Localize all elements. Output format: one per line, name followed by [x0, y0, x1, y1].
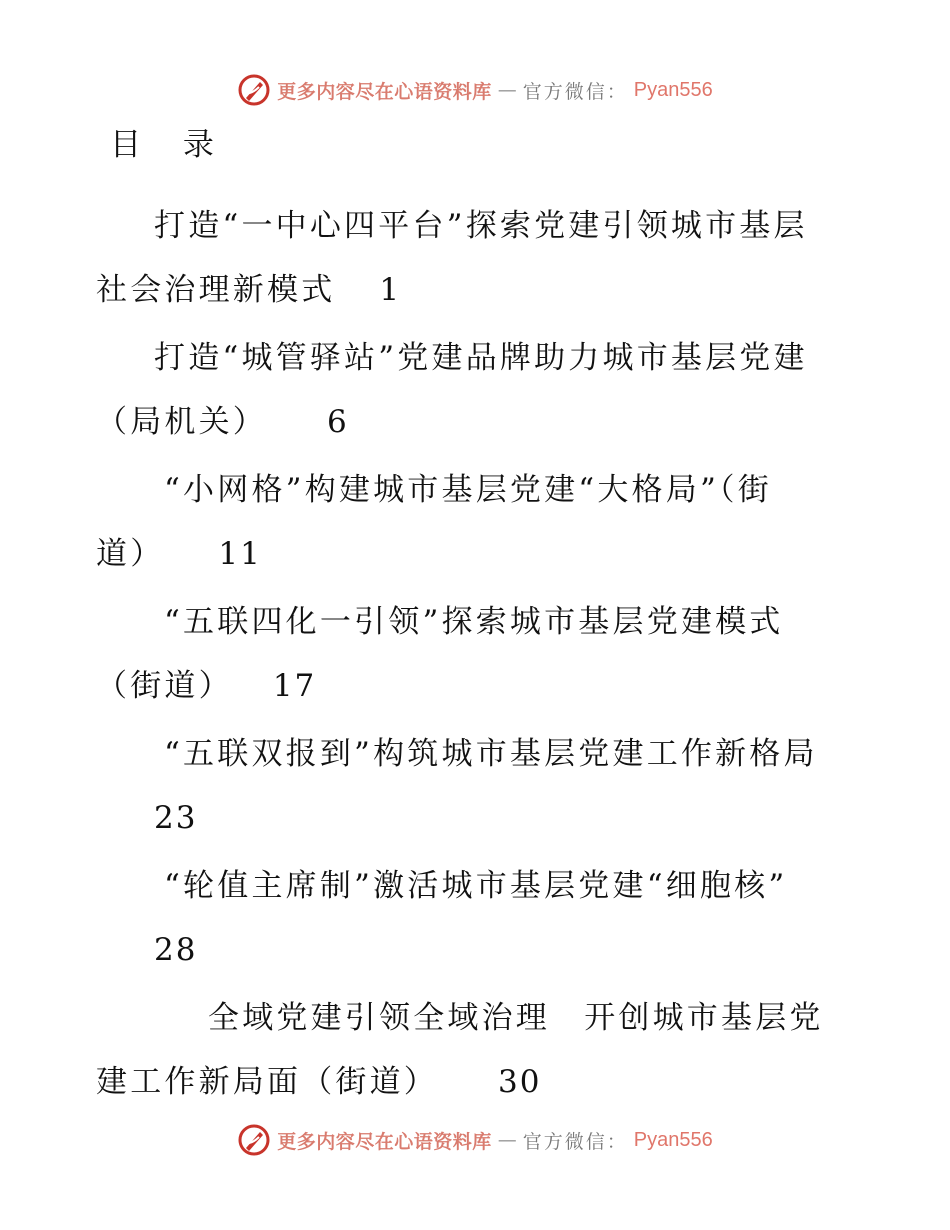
- toc-entry-line: [96, 786, 838, 850]
- toc-entry-line: “五联双报到”构筑城市基层党建工作新格局: [164, 736, 818, 772]
- watermark-brand: 更多内容尽在心语资料库: [277, 1130, 492, 1153]
- watermark-official-label: 官方微信：: [522, 80, 628, 103]
- toc-page-number: 28: [154, 932, 198, 968]
- toc-title: 目 录: [110, 127, 230, 163]
- toc-entry-1[interactable]: [96, 194, 838, 322]
- pen-logo-icon: [237, 1123, 271, 1157]
- watermark-header: [0, 72, 950, 108]
- watermark-dash: —: [497, 79, 517, 101]
- toc-entry-4[interactable]: [96, 590, 838, 718]
- toc-entry-line: 打造“城管驿站”党建品牌助力城市基层党建: [154, 340, 808, 376]
- toc-entry-line-text: 建工作新局面（街道）: [96, 1064, 438, 1100]
- toc-entry-line-text: 道）: [96, 536, 165, 572]
- toc-page-number: 1: [379, 272, 402, 308]
- toc-page-number: 30: [498, 1064, 542, 1100]
- watermark-brand: 更多内容尽在心语资料库: [277, 80, 492, 103]
- toc-entry-6[interactable]: [96, 854, 838, 982]
- watermark-wechat-id: Pyan556: [633, 78, 713, 101]
- toc-entry-7[interactable]: [96, 986, 838, 1114]
- toc-entry-line-text: （街道）: [96, 668, 233, 704]
- toc-entry-5[interactable]: [96, 722, 838, 850]
- toc-entry-line: [96, 1050, 838, 1114]
- toc-entry-line: [96, 258, 838, 322]
- toc-entry-line: “小网格”构建城市基层党建“大格局”（街: [164, 472, 772, 508]
- watermark-official-label: 官方微信：: [522, 1130, 628, 1153]
- toc-entry-line-text: （局机关）: [96, 404, 267, 440]
- toc-page-number: 11: [218, 536, 262, 572]
- toc-entry-line: 打造“一中心四平台”探索党建引领城市基层: [154, 208, 808, 244]
- toc-page-number: 6: [327, 404, 349, 440]
- toc-entry-line: [96, 522, 838, 586]
- toc-entry-line-text: 社会治理新模式: [96, 272, 336, 308]
- toc-entry-line: [96, 654, 838, 718]
- toc-entry-2[interactable]: [96, 326, 838, 454]
- toc-entry-line: “轮值主席制”激活城市基层党建“细胞核”: [164, 868, 788, 904]
- watermark-wechat-id: Pyan556: [633, 1128, 713, 1151]
- toc-page-number: 23: [154, 800, 198, 836]
- toc-entry-line: [96, 918, 838, 982]
- toc-entry-line: “五联四化一引领”探索城市基层党建模式: [164, 604, 784, 640]
- pen-logo-icon: [237, 73, 271, 107]
- toc-entry-line: 全域党建引领全域治理 开创城市基层党: [208, 1000, 824, 1036]
- watermark-dash: —: [497, 1129, 517, 1151]
- toc-entry-3[interactable]: [96, 458, 838, 586]
- toc-page-number: 17: [272, 668, 317, 704]
- toc-entry-line: [96, 390, 838, 454]
- watermark-footer: [0, 1122, 950, 1158]
